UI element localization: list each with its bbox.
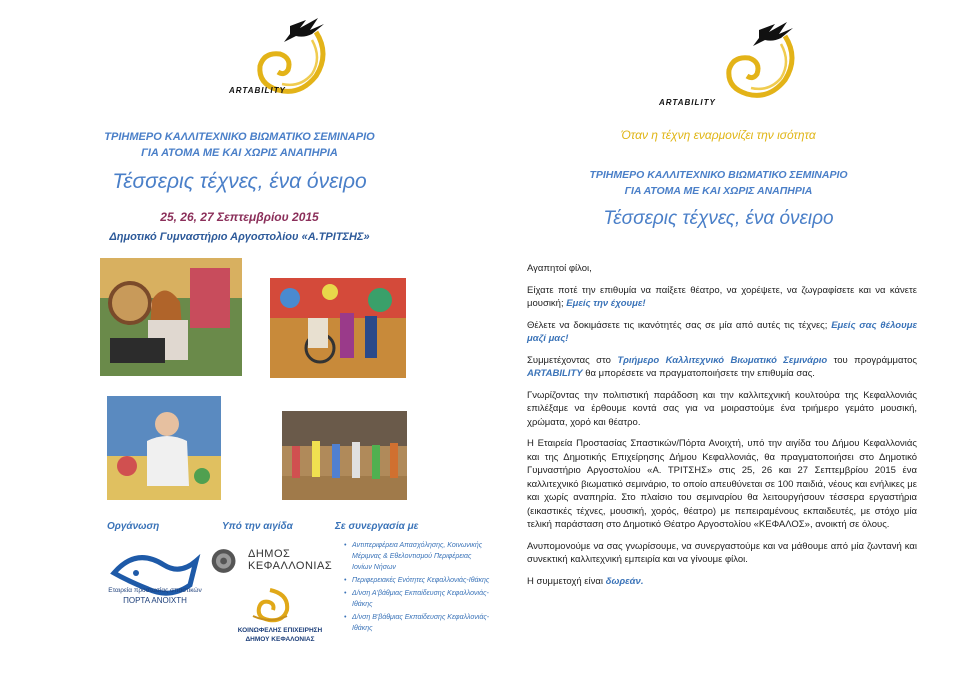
dimos-text-line-1: ΔΗΜΟΣ [248, 548, 291, 560]
greeting: Αγαπητοί φίλοι, [527, 263, 592, 274]
logo-wordmark: ARTABILITY [659, 98, 716, 107]
subtitle-line-1: ΤΡΙΗΜΕΡΟ ΚΑΛΛΙΤΕΧΝΙΚΟ ΒΙΩΜΑΤΙΚΟ ΣΕΜΙΝΑΡΙΟ [589, 169, 848, 181]
photo-painting-woman [107, 396, 221, 500]
partners-list [340, 540, 490, 636]
paragraph-1: Είχατε ποτέ την επιθυμία να παίξετε θέατρο, να χορέψετε, να ζωγραφίσετε και να κάνετε μουσική; Εμείς την έχουμε! [527, 284, 917, 309]
partner-item: • Δ/νση Α'βάθμιας Εκπαίδευσης Κεφαλλονιάς-Ιθάκης [352, 588, 490, 610]
partner-item: • Περιφερειακές Ενότητες Κεφαλλονιάς-Ιθάκης [352, 575, 490, 586]
dimos-text-line-2: ΚΕΦΑΛΛΟΝΙΑΣ [248, 560, 333, 572]
photo-dance-wheelchair [270, 278, 406, 378]
partner-item: • Δ/νση Β'βάθμιας Εκπαίδευσης Κεφαλλονιάς-Ιθάκης [352, 612, 490, 634]
page-title: Τέσσερις τέχνες, ένα όνειρο [603, 208, 834, 229]
slogan: Όταν η τέχνη εναρμονίζει την ισότητα [621, 128, 816, 142]
porta-caption-line-2: ΠΟΡΤΑ ΑΝΟΙΧΤΗ [123, 596, 187, 605]
page-title: Τέσσερις τέχνες, ένα όνειρο [112, 170, 367, 193]
paragraph-7: Η συμμετοχή είναι δωρεάν. [527, 575, 644, 587]
koino-caption-line-1: ΚΟΙΝΩΦΕΛΗΣ ΕΠΙΧΕΙΡΗΣΗ [237, 627, 323, 634]
organization-label: Οργάνωση [107, 521, 160, 532]
koino-caption-line-2: ΔΗΜΟΥ ΚΕΦΑΛΟΝΙΑΣ [245, 636, 315, 643]
paragraph-4: Γνωρίζοντας την πολιτιστική παράδοση και την καλλιτεχνική κουλτούρα της Κεφαλλονιάς επιλέξαμε να έρθουμε κοντά σας για να μοιραστούμε ένα τριήμερο γεμάτο μουσική, χρώματα, χορό και θέατρο. [527, 389, 917, 428]
event-dates: 25, 26, 27 Σεπτεμβρίου 2015 [160, 210, 319, 224]
partner-item: • Αντιπεριφέρεια Απασχόλησης, Κοινωνικής Μέριμνας & Εθελοντισμού Περιφέρειας Ιονίων Νήσων [352, 540, 490, 573]
subtitle-line-2: ΓΙΑ ΑΤΟΜΑ ΜΕ ΚΑΙ ΧΩΡΙΣ ΑΝΑΠΗΡΙΑ [624, 185, 813, 197]
porta-caption-line-1: Εταιρεία προστασίας σπαστικών [108, 587, 202, 594]
flyer-letter-page [479, 0, 958, 678]
paragraph-3: Συμμετέχοντας στο Τριήμερο Καλλιτεχνικό Βιωματικό Σεμινάριο του προγράμματος ARTABILITY θα μπορέσετε να πραγματοποιήσετε την επιθυμία σας. [527, 354, 917, 379]
artability-logo [689, 18, 809, 108]
paragraph-6: Ανυπομονούμε να σας γνωρίσουμε, να συνεργαστούμε και να μάθουμε από μία ζωντανή και συνεκτική καλλιτεχνική εμπειρία και να γίνουμε φίλοι. [527, 540, 917, 565]
auspices-label: Υπό την αιγίδα [222, 521, 293, 532]
photo-dance-hall [282, 411, 407, 500]
subtitle-line-2: ΓΙΑ ΑΤΟΜΑ ΜΕ ΚΑΙ ΧΩΡΙΣ ΑΝΑΠΗΡΙΑ [141, 147, 338, 159]
cooperation-label: Σε συνεργασία με [335, 521, 419, 532]
paragraph-2: Θέλετε να δοκιμάσετε τις ικανότητές σας σε μία από αυτές τις τέχνες; Εμείς σας θέλουμε μαζί μας! [527, 319, 917, 344]
event-venue: Δημοτικό Γυμναστήριο Αργοστολίου «Α.ΤΡΙΤΣΗΣ» [109, 231, 370, 243]
logo-wordmark: ARTABILITY [229, 86, 286, 95]
koinofelis-logo [245, 586, 295, 624]
photo-girl-tambourine [100, 258, 242, 376]
letter-body [527, 262, 917, 596]
subtitle-line-1: ΤΡΙΗΜΕΡΟ ΚΑΛΛΙΤΕΧΝΙΚΟ ΒΙΩΜΑΤΙΚΟ ΣΕΜΙΝΑΡΙΟ [104, 131, 375, 143]
paragraph-5: Η Εταιρεία Προστασίας Σπαστικών/Πόρτα Ανοιχτή, υπό την αιγίδα του Δήμου Κεφαλλονιάς και της Δημοτικής Επιχείρησης Δήμου Κεφαλλονιάς, θα πραγματοποιήσει στο Δημοτικό Γυμναστήριο Αργοστολίου «Α. ΤΡΙΤΣΗΣ» στις 25, 26 και 27 Σεπτεμβρίου 2015 ένα καλλιτεχνικό βιωματικό σεμινάριο, το οποίο απευθύνεται σε 100 παιδιά, νέους και ενήλικες με και χωρίς αναπηρία. Στο πλαίσιο του σεμιναρίου θα λειτουργήσουν τέσσερα εργαστήρια (εικαστικές τέχνες, μουσική, χορός, θέατρο) με πεπειραμένους εκπαιδευτές, με στόχο μία τελική παράσταση στο Δημοτικό Θέατρο Αργοστολίου «ΚΕΦΑΛΟΣ», ανοικτή σε όλους. [527, 438, 917, 530]
